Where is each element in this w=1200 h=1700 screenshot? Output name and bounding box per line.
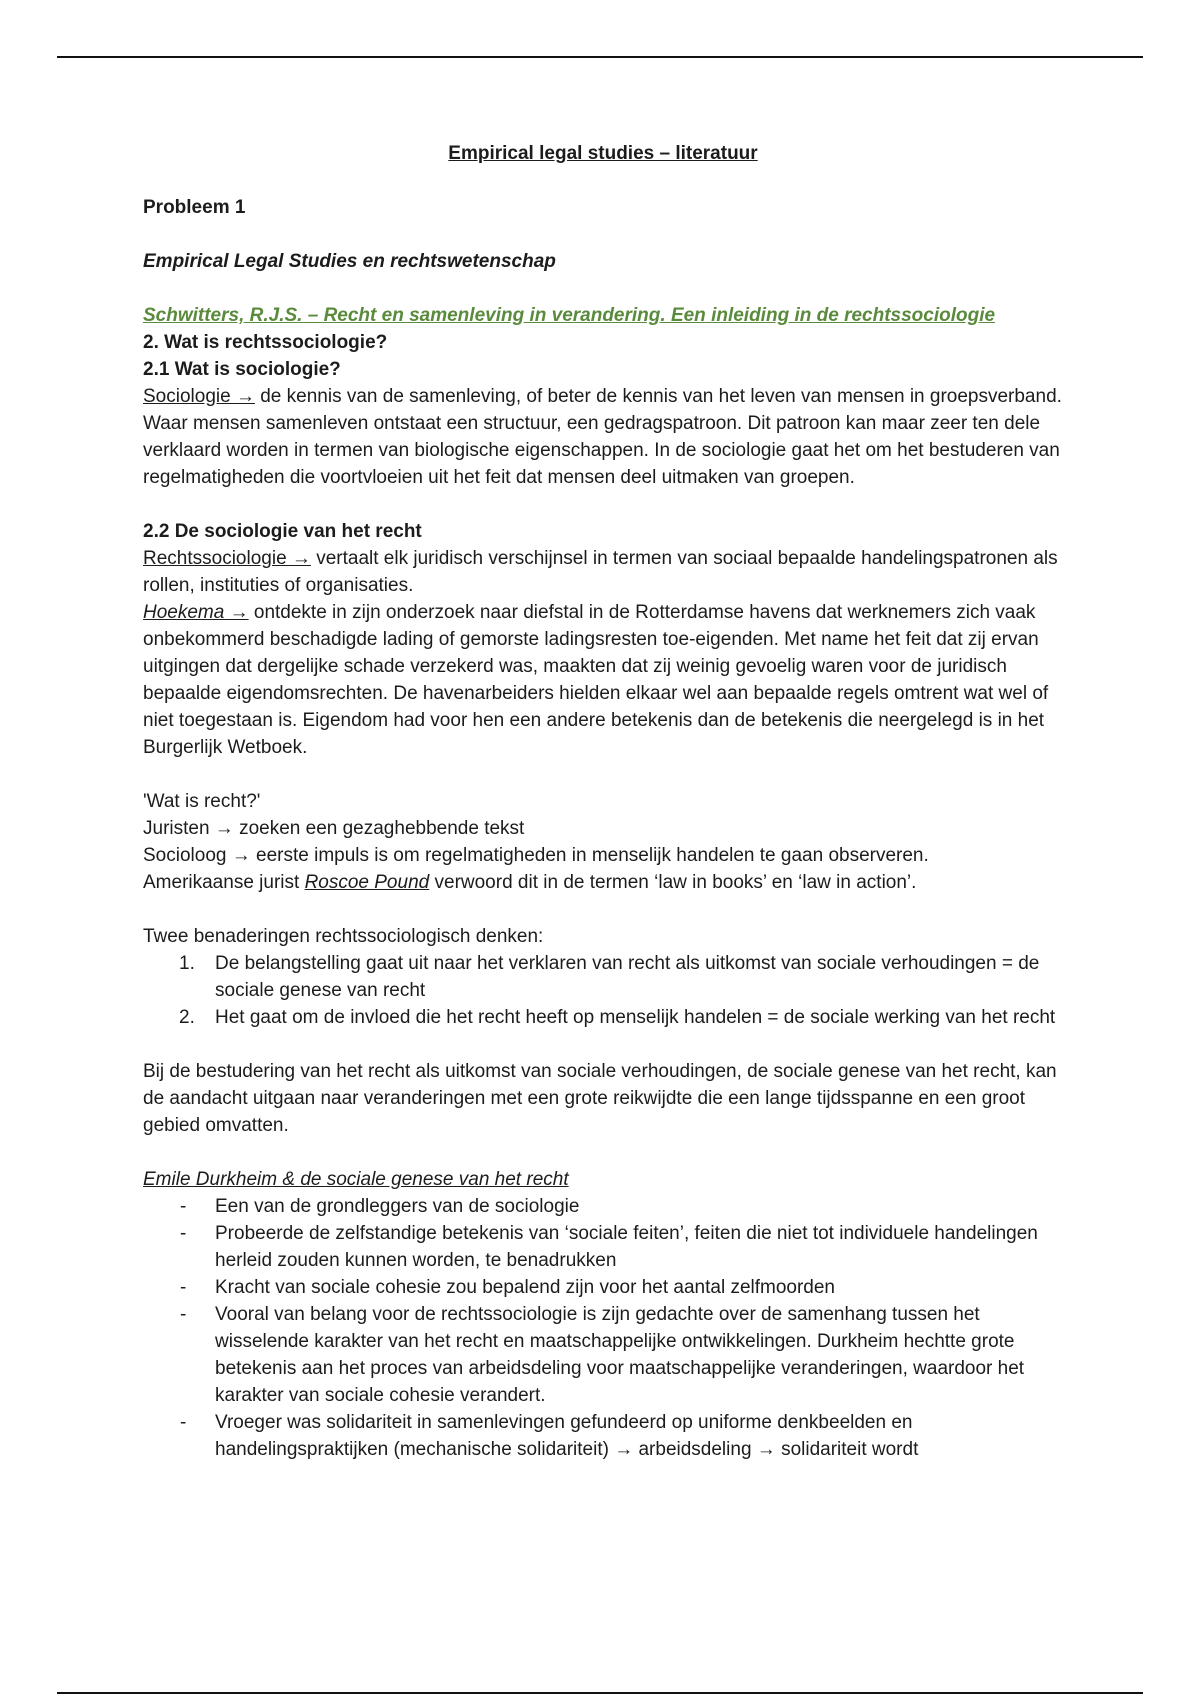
list-item-text: Het gaat om de invloed die het recht heeft op menselijk handelen = de sociale werking van het recht bbox=[215, 1007, 1056, 1028]
bottom-rule bbox=[57, 1692, 1143, 1694]
pound-pre: Amerikaanse jurist bbox=[143, 872, 305, 893]
heading-2: 2. Wat is rechtssociologie? bbox=[143, 332, 388, 353]
list-item bbox=[143, 950, 1063, 1004]
hoekema-text: ontdekte in zijn onderzoek naar diefstal in de Rotterdamse havens dat werknemers zich vaak onbekommerd beschadigde lading of gemorste ladingsresten toe-eigenden. Met name het feit dat zij ervan uitgingen dat dergelijke schade verzekerd was, maakten dat zij weinig gevoelig waren voor de juridisch bepaalde eigendomsrechten. De havenarbeiders hielden elkaar wel aan bepaalde regels omtrent wat wel of niet toegestaan is. Eigendom had voor hen een andere betekenis dan de betekenis die neergelegd is in het Burgerlijk Wetboek. bbox=[143, 602, 1049, 758]
wat-is-recht: 'Wat is recht?' bbox=[143, 791, 261, 812]
list-item-text: Vroeger was solidariteit in samenlevingen gefundeerd op uniforme denkbeelden en handelingspraktijken (mechanische solidariteit) → arbeidsdeling → solidariteit wordt bbox=[215, 1412, 919, 1460]
list-item bbox=[143, 1301, 1063, 1409]
list-item bbox=[143, 1220, 1063, 1274]
list-marker: - bbox=[180, 1196, 187, 1217]
rechtssociologie-term: Rechtssociologie → bbox=[143, 548, 311, 569]
list-marker: 2. bbox=[179, 1007, 195, 1028]
list-marker: - bbox=[180, 1223, 187, 1244]
list-item bbox=[143, 1004, 1063, 1031]
sociologie-term: Sociologie → bbox=[143, 386, 255, 407]
sociologie-text: de kennis van de samenleving, of beter de kennis van het leven van mensen in groepsverband. Waar mensen samenleven ontstaat een structuur, een gedragspatroon. Dit patroon kan maar zeer ten dele verklaard worden in termen van biologische eigenschappen. In de sociologie gaat het om het bestuderen van regelmatigheden die voortvloeien uit het feit dat mensen deel uitmaken van groepen. bbox=[143, 386, 1062, 488]
bij-paragraph: Bij de bestudering van het recht als uitkomst van sociale verhoudingen, de sociale genese van het recht, kan de aandacht uitgaan naar veranderingen met een grote reikwijdte die een lange tijdsspanne en een groot gebied omvatten. bbox=[143, 1061, 1057, 1136]
bullet-list bbox=[143, 1193, 1063, 1463]
spacer bbox=[143, 761, 1063, 788]
list-item-text: De belangstelling gaat uit naar het verklaren van recht als uitkomst van sociale verhoudingen = de sociale genese van recht bbox=[215, 953, 1040, 1001]
list-marker: - bbox=[180, 1304, 187, 1325]
list-marker: - bbox=[180, 1412, 187, 1433]
hoekema-paragraph bbox=[143, 599, 1063, 761]
list-item bbox=[143, 1193, 1063, 1220]
twee-benaderingen: Twee benaderingen rechtssociologisch denken: bbox=[143, 926, 544, 947]
list-item-text: Kracht van sociale cohesie zou bepalend zijn voor het aantal zelfmoorden bbox=[215, 1277, 835, 1298]
list-item bbox=[143, 1409, 1063, 1463]
source-reference: Schwitters, R.J.S. – Recht en samenleving in verandering. Een inleiding in de rechtssociologie bbox=[143, 305, 996, 326]
list-item-text: Vooral van belang voor de rechtssociologie is zijn gedachte over de samenhang tussen het wisselende karakter van het recht en maatschappelijke ontwikkelingen. Durkheim hechtte grote betekenis aan het proces van arbeidsdeling voor maatschappelijke veranderingen, waardoor het karakter van sociale cohesie verandert. bbox=[215, 1304, 1025, 1406]
durkheim-heading: Emile Durkheim & de sociale genese van het recht bbox=[143, 1169, 569, 1190]
roscoe-pound-line bbox=[143, 869, 1063, 896]
juristen-line: Juristen → zoeken een gezaghebbende tekst bbox=[143, 818, 525, 839]
spacer bbox=[143, 1031, 1063, 1058]
document-title: Empirical legal studies – literatuur bbox=[448, 143, 758, 164]
spacer bbox=[143, 1139, 1063, 1166]
list-item bbox=[143, 1274, 1063, 1301]
roscoe-pound-name: Roscoe Pound bbox=[304, 872, 430, 893]
rechtssociologie-paragraph bbox=[143, 545, 1063, 599]
list-marker: - bbox=[180, 1277, 187, 1298]
rechtssociologie-text: vertaalt elk juridisch verschijnsel in termen van sociaal bepaalde handelingspatronen als rollen, instituties of organisaties. bbox=[143, 548, 1058, 596]
numbered-list bbox=[143, 950, 1063, 1031]
list-item-text: Een van de grondleggers van de sociologie bbox=[215, 1196, 580, 1217]
spacer bbox=[143, 275, 1063, 302]
heading-2-1: 2.1 Wat is sociologie? bbox=[143, 359, 341, 380]
top-rule bbox=[57, 56, 1143, 58]
list-item-text: Probeerde de zelfstandige betekenis van ‘sociale feiten’, feiten die niet tot individuele handelingen herleid zouden kunnen worden, te benadrukken bbox=[215, 1223, 1038, 1271]
socioloog-line: Socioloog → eerste impuls is om regelmatigheden in menselijk handelen te gaan observeren. bbox=[143, 845, 929, 866]
list-marker: 1. bbox=[179, 953, 195, 974]
spacer bbox=[143, 221, 1063, 248]
pound-post: verwoord dit in de termen ‘law in books’ en ‘law in action’. bbox=[429, 872, 917, 893]
section-subtitle: Empirical Legal Studies en rechtswetenschap bbox=[143, 251, 556, 272]
document-page bbox=[143, 140, 1063, 1463]
spacer bbox=[143, 491, 1063, 518]
hoekema-term: Hoekema → bbox=[143, 602, 249, 623]
probleem-heading: Probleem 1 bbox=[143, 197, 246, 218]
spacer bbox=[143, 896, 1063, 923]
sociologie-paragraph bbox=[143, 383, 1063, 491]
heading-2-2: 2.2 De sociologie van het recht bbox=[143, 521, 422, 542]
